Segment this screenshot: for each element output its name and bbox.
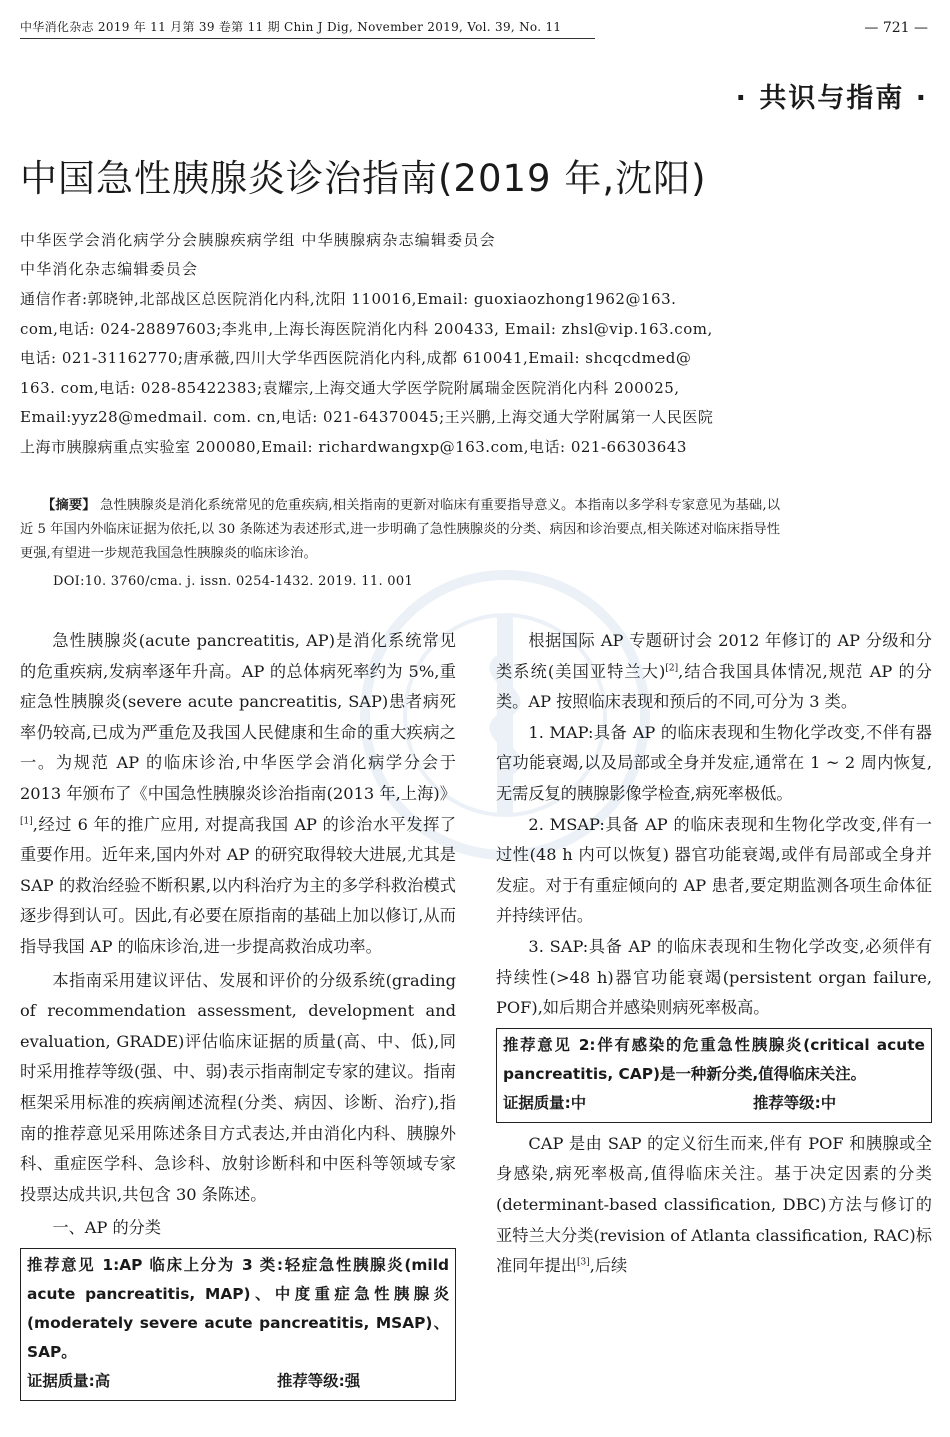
intro-paragraph [20,626,456,963]
method-paragraph: 本指南采用建议评估、发展和评价的分级系统(grading of recommendation assessment, development and evaluation, GRADE)评估临床证据的质量(高、中、低),同时采用推荐等级(强、中、弱)表示指南制定专家的建议。指南框架采用标准的疾病阐述流程(分类、病因、诊断、治疗),指南的推荐意见采用陈述条目方式表达,并由消化内科、胰腺外科、重症医学科、急诊科、放射诊断科和中医科等领域专家投票达成共识,共包含 30 条陈述。 [20,970,456,1204]
abstract [20,494,780,566]
correspondence-line: 电话: 021-31162770;唐承薇,四川大学华西医院消化内科,成都 610041,Email: shcqcdmed@ [20,349,692,367]
running-head: 中华消化杂志 2019 年 11 月第 39 卷第 11 期 Chin J Dig, November 2019, Vol. 39, No. 11 [20,18,595,39]
right-column [496,626,932,1282]
section-heading: 一、AP 的分类 [52,1218,162,1238]
correspondence-line: 通信作者:郭晓钟,北部战区总医院消化内科,沈阳 110016,Email: guoxiaozhong1962@163. [20,290,677,308]
recommendation-text: 推荐意见 2:伴有感染的危重急性胰腺炎(critical acute pancreatitis, CAP)是一种新分类,值得临床关注。 [503,1035,925,1083]
recommendation-grade: 推荐等级:中 [753,1093,837,1112]
msap-paragraph: 2. MSAP:具备 AP 的临床表现和生物化学改变,伴有一过性(48 h 内可以恢复) 器官功能衰竭,或伴有局部或全身并发症。对于有重症倾向的 AP 患者,要定期监测各项生命体征并持续评估。 [496,814,932,926]
evidence-quality: 证据质量:高 [27,1371,111,1390]
classification-text-a: 根据国际 AP 专题研讨会 2012 年修订的 AP 分级和分类系统(美国亚特兰大) [496,631,932,681]
page-number: — 721 — [864,20,928,36]
recommendation-text: 推荐意见 1:AP 临床上分为 3 类:轻症急性胰腺炎(mild acute pancreatitis, MAP)、中度重症急性胰腺炎(moderately severe acute pancreatitis, MSAP)、SAP。 [27,1255,449,1361]
cap-text-a: CAP 是由 SAP 的定义衍生而来,伴有 POF 和胰腺或全身感染,病死率极高,值得临床关注。基于决定因素的分类(determinant-based classification, DBC)方法与修订的亚特兰大分类(revision of Atlanta classification, RAC)标准同年提出 [496,1133,932,1276]
classification-paragraph [496,626,932,718]
correspondence-block [20,285,780,462]
correspondence-line: com,电话: 024-28897603;李兆申,上海长海医院消化内科 200433, Email: zhsl@vip.163.com, [20,319,713,338]
cap-text-b: ,后续 [589,1256,628,1276]
left-column [20,626,456,1407]
cap-paragraph [496,1129,932,1282]
map-paragraph: 1. MAP:具备 AP 的临床表现和生物化学改变,不伴有器官功能衰竭,以及局部或全身并发症,通常在 1 ~ 2 周内恢复,无需反复的胰腺影像学检查,病死率极低。 [496,722,932,803]
recommendation-box-2 [496,1028,932,1123]
abstract-label: 【摘要】 [42,498,96,513]
citation: [3] [576,1257,590,1268]
abstract-text: 急性胰腺炎是消化系统常见的危重疾病,相关指南的更新对临床有重要指导意义。本指南以多学科专家意见为基础,以近 5 年国内外临床证据为依托,以 30 条陈述为表述形式,进一步明确了急性胰腺炎的分类、病因和诊治要点,相关陈述对临床指导性更强,有望进一步规范我国急性胰腺炎的临床诊治。 [20,498,781,561]
author-line-1: 中华医学会消化病学分会胰腺疾病学组 中华胰腺病杂志编辑委员会 [20,231,496,249]
author-line-2: 中华消化杂志编辑委员会 [20,260,199,278]
correspondence-line: 163. com,电话: 028-85422383;袁耀宗,上海交通大学医学院附属瑞金医院消化内科 200025, [20,378,680,397]
recommendation-grade: 推荐等级:强 [277,1371,361,1390]
recommendation-box-1 [20,1248,456,1401]
sap-paragraph: 3. SAP:具备 AP 的临床表现和生物化学改变,必须伴有持续性(>48 h)器官功能衰竭(persistent organ failure, POF),如后期合并感染则病死率极高。 [496,936,932,1018]
intro-text-b: ,经过 6 年的推广应用, 对提高我国 AP 的诊治水平发挥了重要作用。近年来,国内外对 AP 的研究取得较大进展,尤其是 SAP 的救治经验不断积累,以内科治疗为主的多学科救治模式逐步得到认可。因此,有必要在原指南的基础上加以修订,从而指导我国 AP 的临床诊治,进一步提高救治成功率。 [20,814,456,956]
evidence-quality: 证据质量:中 [503,1093,587,1112]
citation: [2] [665,663,679,674]
intro-text-a: 急性胰腺炎(acute pancreatitis, AP)是消化系统常见的危重疾病,发病率逐年升高。AP 的总体病死率约为 5%,重症急性胰腺炎(severe acute pancreatitis, SAP)患者病死率仍较高,已成为严重危及我国人民健康和生命的重大疾病之一。为规范 AP 的临床诊治,中华医学会消化病学分会于 2013 年颁布了《中国急性胰腺炎诊治指南(2013 年,上海)》 [20,631,456,803]
citation: [1] [20,816,33,827]
correspondence-line: 上海市胰腺病重点实验室 200080,Email: richardwangxp@163.com,电话: 021-66303643 [20,437,687,456]
correspondence-line: Email:yyz28@medmail. com. cn,电话: 021-64370045;王兴鹏,上海交通大学附属第一人民医院 [20,408,714,426]
paper-title: 中国急性胰腺炎诊治指南(2019 年,沈阳) [20,157,707,200]
classification-text-b: ,结合我国具体情况,规范 AP 的分类。AP 按照临床表现和预后的不同,可分为 3 类。 [496,661,932,712]
section-tag: · 共识与指南 · [735,83,928,114]
doi: DOI:10. 3760/cma. j. issn. 0254-1432. 2019. 11. 001 [53,574,414,589]
